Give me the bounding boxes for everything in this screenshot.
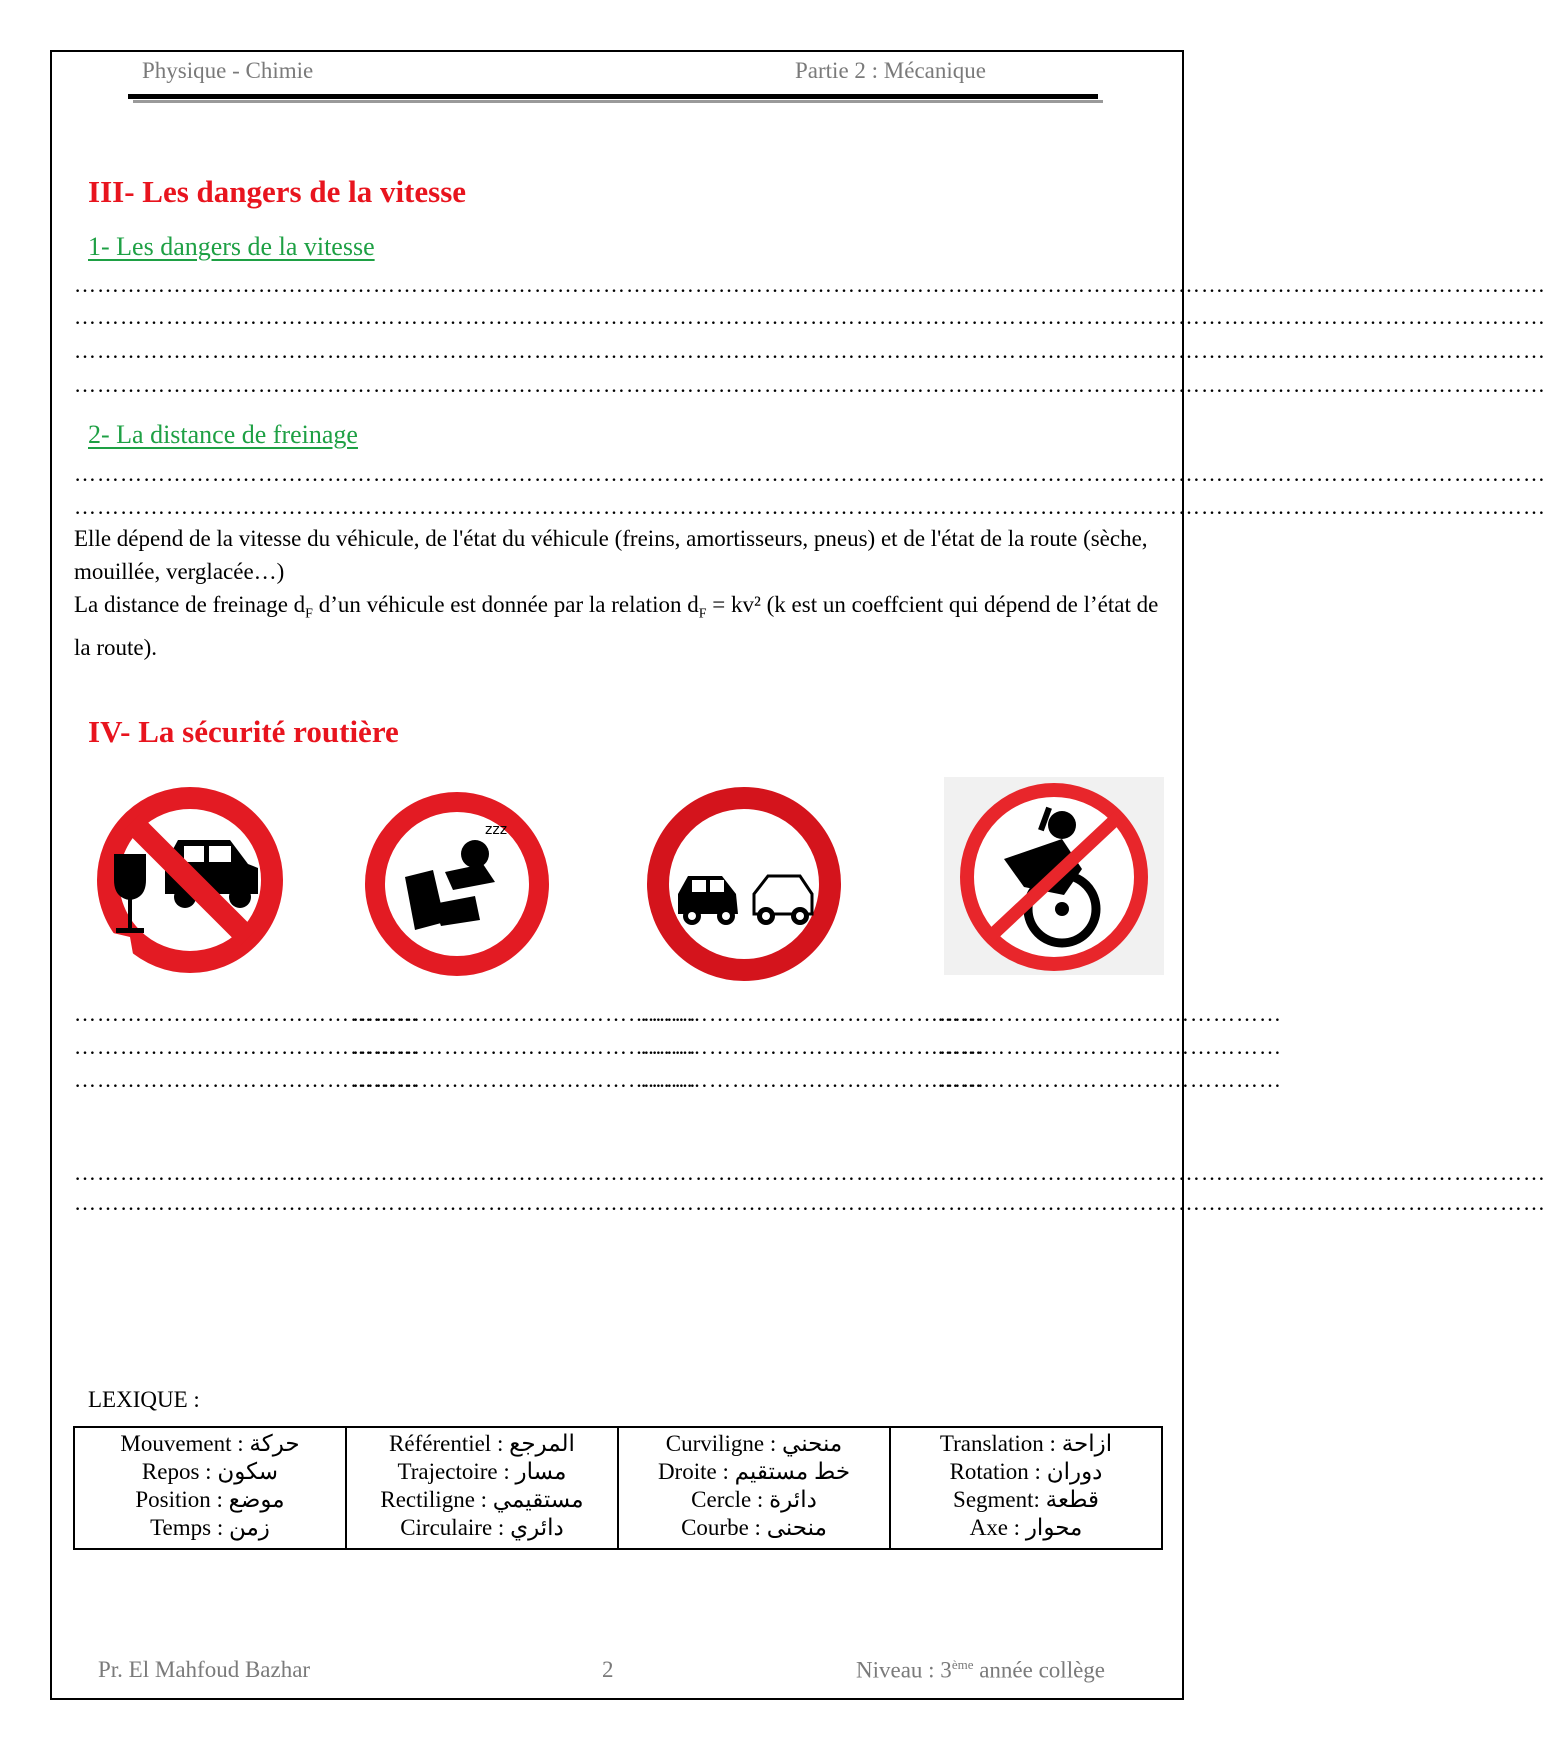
header-rule-shadow	[133, 100, 1103, 103]
no-drink-driving-sign	[70, 782, 310, 992]
subsection-2-title: 2- La distance de freinage	[88, 420, 358, 449]
lexique-table	[73, 1426, 1163, 1550]
no-phone-while-driving-sign	[944, 777, 1164, 975]
answer-line: …………………………………………………………………………………………………………………………………………………………………………	[74, 1160, 1546, 1185]
lexique-term: Position : موضع	[135, 1487, 285, 1512]
lexique-column	[74, 1427, 346, 1549]
lexique-column	[618, 1427, 890, 1549]
lexique-term: Segment: قطعة	[953, 1487, 1099, 1512]
lexique-term: Rectiligne : مستقيمي	[380, 1487, 584, 1512]
lexique-term: Référentiel : المرجع	[389, 1431, 575, 1456]
lexique-term: Cercle : دائرة	[691, 1487, 817, 1512]
lexique-term: Temps : زمن	[150, 1515, 270, 1540]
sign-1-answer-line: ………………………………………	[74, 1034, 419, 1059]
lexique-term: Curviligne : منحني	[665, 1431, 843, 1456]
svg-text:zzz: zzz	[485, 822, 508, 838]
lexique-column	[890, 1427, 1162, 1549]
lexique-term: Trajectoire : مسار	[397, 1459, 567, 1484]
footer-page-number: 2	[602, 1657, 614, 1682]
sign-4-answer-line: ………………………………………	[937, 1001, 1282, 1026]
header-part: Partie 2 : Mécanique	[795, 58, 986, 83]
sign-1-answer-line: ………………………………………	[74, 1001, 419, 1026]
braking-distance-formula: La distance de freinage $d_F$ d’un véhicule est donnée par la relation $d_F = kv^2$ (k est un coeffcient qui dépend de l’état de la route).	[74, 592, 1159, 660]
no-sleeping-driver-sign	[345, 792, 575, 992]
header-rule	[128, 94, 1098, 99]
answer-line: …………………………………………………………………………………………………………………………………………………………………………	[74, 1190, 1546, 1215]
footer-level: Niveau : 3ème année collège	[856, 1657, 1105, 1683]
sign-3-answer-line: ………………………………………	[640, 1067, 985, 1092]
lexique-term: Courbe : منحنى	[681, 1515, 827, 1540]
lexique-term: Rotation : دوران	[949, 1459, 1103, 1484]
sign-3-answer-line: ………………………………………	[640, 1034, 985, 1059]
answer-line: …………………………………………………………………………………………………………………………………………………………………………	[74, 272, 1546, 297]
lexique-term: Circulaire : دائري	[400, 1515, 564, 1540]
sign-2-answer-line: ………………………………………	[352, 1067, 697, 1092]
no-overtaking-sign	[640, 782, 850, 992]
subsection-1-title: 1- Les dangers de la vitesse	[88, 232, 375, 261]
section-3-title: III- Les dangers de la vitesse	[88, 174, 467, 209]
lexique-term: Mouvement : حركة	[120, 1431, 300, 1456]
sign-3-answer-line: ………………………………………	[640, 1001, 985, 1026]
answer-line: …………………………………………………………………………………………………………………………………………………………………………	[74, 304, 1546, 329]
sign-1-answer-line: ………………………………………	[74, 1067, 419, 1092]
lexique-term: Droite : خط مستقيم	[657, 1459, 851, 1484]
footer-author: Pr. El Mahfoud Bazhar	[98, 1657, 311, 1682]
sign-2-answer-line: ………………………………………	[352, 1001, 697, 1026]
lexique-term: Repos : سكون	[141, 1459, 279, 1484]
lexique-term: Axe : محوار	[969, 1515, 1083, 1540]
lexique-term: Translation : ازاحة	[939, 1431, 1113, 1456]
sign-2-answer-line: ………………………………………	[352, 1034, 697, 1059]
sign-4-answer-line: ………………………………………	[937, 1067, 1282, 1092]
section-4-title: IV- La sécurité routière	[88, 714, 399, 749]
lexique-title: LEXIQUE :	[88, 1387, 200, 1412]
answer-line: …………………………………………………………………………………………………………………………………………………………………………	[74, 338, 1546, 363]
answer-line: …………………………………………………………………………………………………………………………………………………………………………	[74, 494, 1546, 519]
sign-4-answer-line: ………………………………………	[937, 1034, 1282, 1059]
header-subject: Physique - Chimie	[142, 58, 314, 83]
answer-line: …………………………………………………………………………………………………………………………………………………………………………	[74, 372, 1546, 397]
answer-line: …………………………………………………………………………………………………………………………………………………………………………	[74, 461, 1546, 486]
braking-distance-text: Elle dépend de la vitesse du véhicule, de l'état du véhicule (freins, amortisseurs, pneus) et de l'état de la route (sèche, mouillée, verglacée…)	[74, 526, 1148, 584]
lexique-column	[346, 1427, 618, 1549]
